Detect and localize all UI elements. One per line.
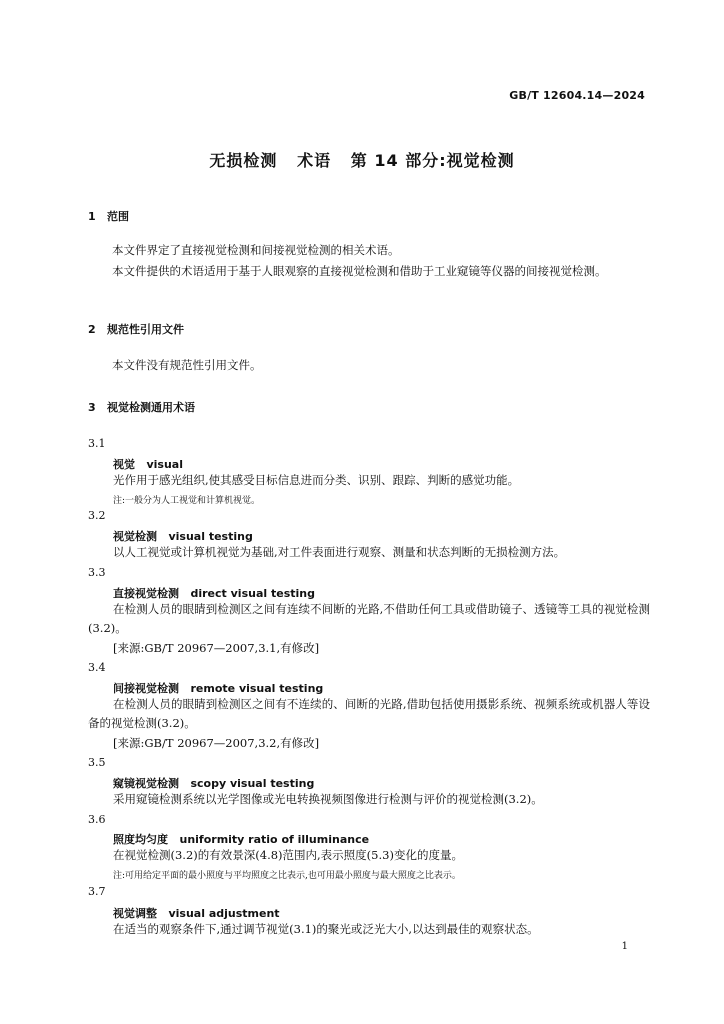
term-definition: 在检测人员的眼睛到检测区之间有不连续的、间断的光路,借助包括使用摄影系统、视频系统或机器人等设备的视觉检测(3.2)。 — [88, 697, 650, 730]
paragraph: 本文件界定了直接视觉检测和间接视觉检测的相关术语。 — [112, 243, 400, 257]
document-title: 无损检测 术语 第 14 部分:视觉检测 — [209, 151, 515, 170]
term-number: 3.2 — [88, 509, 106, 522]
section-title: 视觉检测通用术语 — [107, 401, 195, 414]
term-definition: 在适当的观察条件下,通过调节视觉(3.1)的聚光或泛光大小,以达到最佳的观察状态。 — [113, 922, 539, 936]
term-number: 3.4 — [88, 661, 106, 674]
term-heading: 照度均匀度 uniformity ratio of illuminance — [113, 833, 370, 846]
section-heading-scope — [88, 208, 129, 224]
term-definition: 以人工视觉或计算机视觉为基础,对工件表面进行观察、测量和状态判断的无损检测方法。 — [113, 545, 566, 559]
standard-number: GB/T 12604.14—2024 — [509, 89, 645, 102]
paragraph: 本文件提供的术语适用于基于人眼观察的直接视觉检测和借助于工业窥镜等仪器的间接视觉检测。 — [112, 264, 607, 278]
section-number: 3 — [88, 401, 96, 414]
term-heading: 视觉调整 visual adjustment — [113, 907, 280, 920]
section-heading-general-terms — [88, 399, 195, 415]
term-definition: 采用窥镜检测系统以光学图像或光电转换视频图像进行检测与评价的视觉检测(3.2)。 — [113, 792, 543, 806]
term-number: 3.3 — [88, 566, 106, 579]
term-source: [来源:GB/T 20967—2007,3.1,有修改] — [113, 641, 320, 655]
term-source: [来源:GB/T 20967—2007,3.2,有修改] — [113, 736, 320, 750]
term-heading: 间接视觉检测 remote visual testing — [113, 682, 324, 695]
term-heading: 窥镜视觉检测 scopy visual testing — [113, 777, 315, 790]
term-number: 3.1 — [88, 437, 106, 450]
section-number: 1 — [88, 210, 96, 223]
term-definition: 光作用于感光组织,使其感受目标信息进而分类、识别、跟踪、判断的感觉功能。 — [113, 473, 520, 487]
term-heading: 视觉检测 visual testing — [113, 530, 253, 543]
term-heading: 视觉 visual — [113, 458, 184, 471]
term-number: 3.5 — [88, 756, 106, 769]
term-heading: 直接视觉检测 direct visual testing — [113, 587, 315, 600]
section-heading-normative-references — [88, 321, 184, 337]
section-title: 规范性引用文件 — [107, 323, 184, 336]
section-title: 范围 — [107, 210, 129, 223]
term-definition: 在视觉检测(3.2)的有效景深(4.8)范围内,表示照度(5.3)变化的度量。 — [113, 848, 463, 862]
term-definition: 在检测人员的眼睛到检测区之间有连续不间断的光路,不借助任何工具或借助镜子、透镜等工具的视觉检测(3.2)。 — [88, 602, 650, 635]
page-number: 1 — [621, 941, 628, 952]
paragraph: 本文件没有规范性引用文件。 — [112, 358, 262, 372]
term-number: 3.6 — [88, 813, 106, 826]
term-number: 3.7 — [88, 885, 106, 898]
section-number: 2 — [88, 323, 96, 336]
term-note: 注:可用给定平面的最小照度与平均照度之比表示,也可用最小照度与最大照度之比表示。 — [113, 871, 461, 881]
term-note: 注:一般分为人工视觉和计算机视觉。 — [113, 496, 261, 506]
